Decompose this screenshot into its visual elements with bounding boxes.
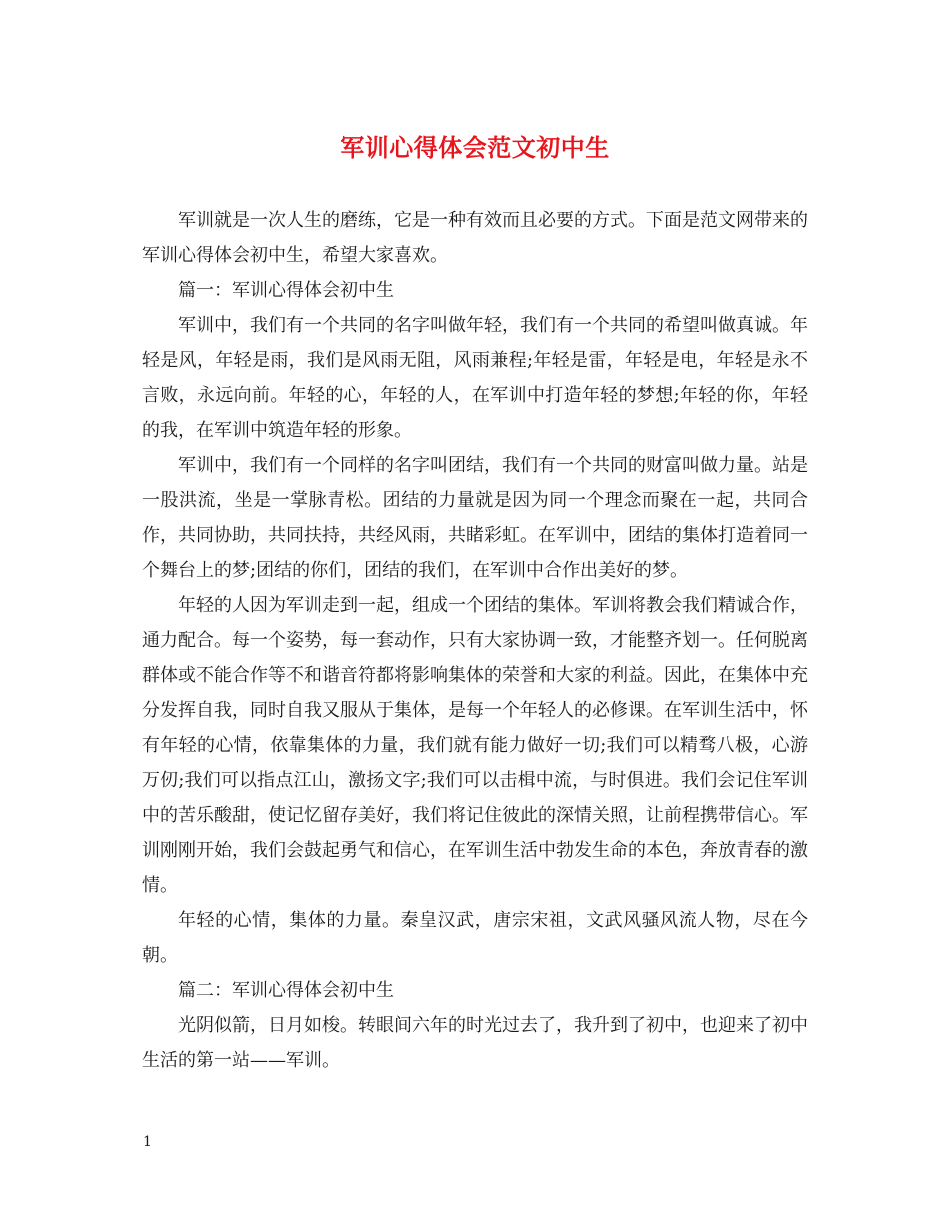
- body-paragraph-2: 军训中，我们有一个同样的名字叫团结，我们有一个共同的财富叫做力量。站是一股洪流，坐是一掌脉青松。团结的力量就是因为同一个理念而聚在一起，共同合作，共同协助，共同扶持，共经风雨，共睹彩虹。在军训中，团结的集体打造着同一个舞台上的梦;团结的你们，团结的我们，在军训中合作出美好的梦。: [142, 455, 808, 581]
- page-number: 1: [143, 1134, 152, 1150]
- document-title: 军训心得体会范文初中生: [340, 133, 610, 162]
- body-paragraph-5: 光阴似箭，日月如梭。转眼间六年的时光过去了，我升到了初中，也迎来了初中生活的第一站——军训。: [142, 1015, 808, 1071]
- body-paragraph-1: 军训中，我们有一个共同的名字叫做年轻，我们有一个共同的希望叫做真诚。年轻是风，年轻是雨，我们是风雨无阻，风雨兼程;年轻是雷，年轻是电，年轻是永不言败，永远向前。年轻的心，年轻的人，在军训中打造年轻的梦想;年轻的你，年轻的我，在军训中筑造年轻的形象。: [142, 315, 808, 441]
- intro-paragraph: 军训就是一次人生的磨练，它是一种有效而且必要的方式。下面是范文网带来的军训心得体会初中生，希望大家喜欢。: [142, 210, 808, 266]
- section-heading-1: 篇一：军训心得体会初中生: [178, 280, 394, 301]
- body-paragraph-4: 年轻的心情，集体的力量。秦皇汉武，唐宗宋祖，文武风骚风流人物，尽在今朝。: [142, 910, 808, 966]
- body-paragraph-3: 年轻的人因为军训走到一起，组成一个团结的集体。军训将教会我们精诚合作，通力配合。每一个姿势，每一套动作，只有大家协调一致，才能整齐划一。任何脱离群体或不能合作等不和谐音符都将影响集体的荣誉和大家的利益。因此，在集体中充分发挥自我，同时自我又服从于集体，是每一个年轻人的必修课。在军训生活中，怀有年轻的心情，依靠集体的力量，我们就有能力做好一切;我们可以精骛八极，心游万仞;我们可以指点江山，激扬文字;我们可以击楫中流，与时俱进。我们会记住军训中的苦乐酸甜，使记忆留存美好，我们将记住彼此的深情关照，让前程携带信心。军训刚刚开始，我们会鼓起勇气和信心，在军训生活中勃发生命的本色，奔放青春的激情。: [142, 595, 808, 896]
- section-heading-2: 篇二：军训心得体会初中生: [178, 980, 394, 1001]
- document-body: [142, 203, 808, 1078]
